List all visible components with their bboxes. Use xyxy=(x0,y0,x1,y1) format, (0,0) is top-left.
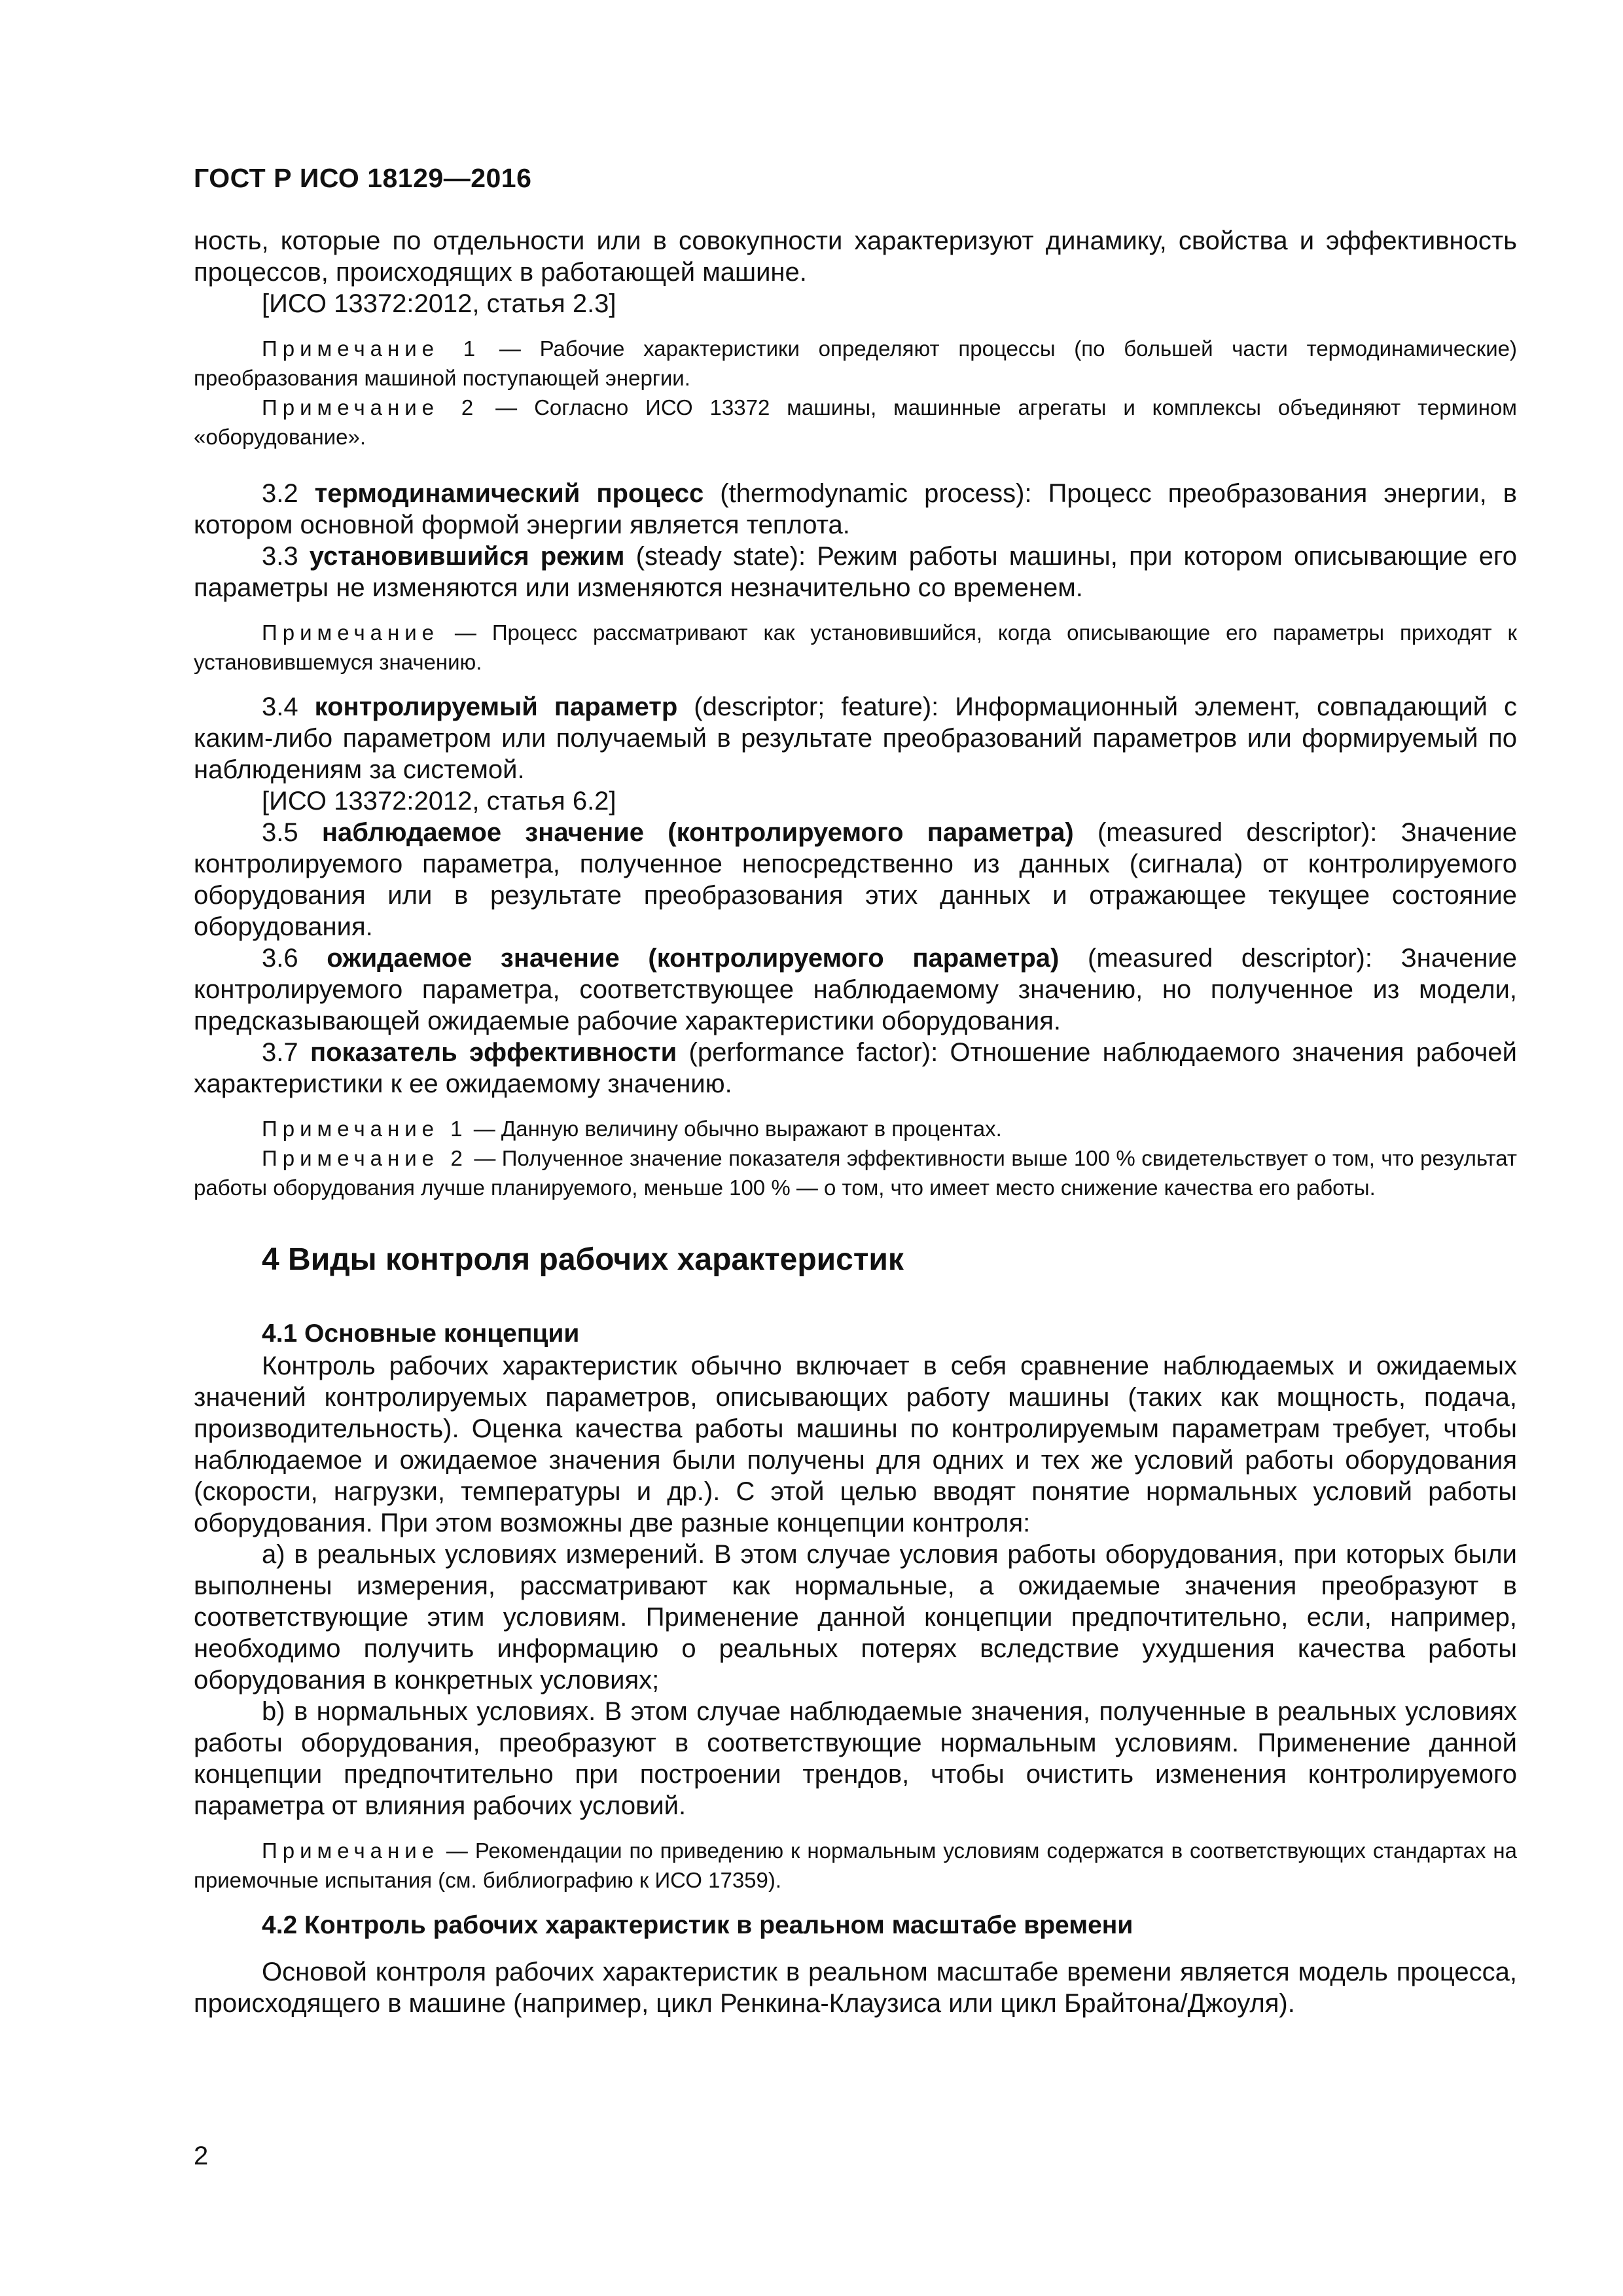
reference: [ИСО 13372:2012, статья 6.2] xyxy=(262,787,616,816)
term-text: (measured descriptor): Значение контролируемого параметра, соответствующее наблюдаемому значению, но полученное из модели, предсказывающей ожидаемые рабочие характеристики оборудования. xyxy=(194,944,1518,1035)
term-name: показатель эффективности xyxy=(310,1038,677,1067)
term-name: ожидаемое значение (контролируемого параметра) xyxy=(327,944,1060,973)
term-text: (thermodynamic process): Процесс преобразования энергии, в котором основной формой энергии является теплота. xyxy=(194,479,1518,539)
note-label: Примечание 2 xyxy=(262,1146,468,1170)
page-header: ГОСТ Р ИСО 18129—2016 xyxy=(194,163,532,193)
document-page xyxy=(194,0,1517,2296)
note-label: Примечание xyxy=(262,620,440,645)
paragraph: Контроль рабочих характеристик обычно включает в себя сравнение наблюдаемых и ожидаемых значений контролируемых параметров, описывающих работу машины (таких как мощность, подача, производительность). Оценка качества работы машины по контролируемым параметрам требует, чтобы наблюдаемое и ожидаемое значения были получены для одних и тех же условий работы оборудования (скорости, нагрузки, температуры и др.). С этой целью вводят понятие нормальных условий работы оборудования. При этом возможны две разные концепции контроля: xyxy=(194,1352,1517,1537)
term-number: 3.6 xyxy=(262,944,327,973)
term-number: 3.3 xyxy=(262,542,310,571)
term-text: (steady state): Режим работы машины, при котором описывающие его параметры не изменяются или изменяются незначительно со временем. xyxy=(194,542,1518,602)
term-number: 3.5 xyxy=(262,818,322,847)
note-label: Примечание 2 xyxy=(262,395,479,420)
term-name: контролируемый параметр xyxy=(314,692,678,721)
page-number: 2 xyxy=(194,2142,209,2170)
note-text: — Рабочие характеристики определяют процессы (по большей части термодинамические) преобразования машиной поступающей энергии. xyxy=(194,336,1517,390)
term-definition-3-3 xyxy=(194,541,1517,603)
note xyxy=(194,1143,1517,1202)
paragraph: Основой контроля рабочих характеристик в реальном масштабе времени является модель процесса, происходящего в машине (например, цикл Ренкина-Клаузиса или цикл Брайтона/Джоуля). xyxy=(194,1958,1517,2018)
reference: [ИСО 13372:2012, статья 2.3] xyxy=(262,289,616,318)
term-definition-3-4 xyxy=(194,691,1517,785)
term-definition-3-5 xyxy=(194,817,1517,942)
note-label: Примечание 1 xyxy=(262,336,481,361)
term-number: 3.2 xyxy=(262,479,315,508)
term-text: (descriptor; feature): Информационный элемент, совпадающий с каким-либо параметром или получаемый в результате преобразований параметров или формируемый по наблюдениям за системой. xyxy=(194,692,1518,784)
term-name: термодинамический процесс xyxy=(314,479,704,508)
note-label: Примечание xyxy=(262,1839,440,1863)
term-number: 3.4 xyxy=(262,692,315,721)
note-text: — Полученное значение показателя эффективности выше 100 % свидетельствует о том, что результат работы оборудования лучше планируемого, меньше 100 % — о том, что имеет место снижение качества его работы. xyxy=(194,1146,1517,1200)
note-text: — Данную величину обычно выражают в процентах. xyxy=(467,1117,1002,1141)
page-content xyxy=(194,225,1517,2019)
note-label: Примечание 1 xyxy=(262,1117,468,1141)
list-item: b) в нормальных условиях. В этом случае наблюдаемые значения, полученные в реальных условиях работы оборудования, преобразуют в соответствующие нормальным условиям. Применение данной концепции предпочтительно при построении трендов, чтобы очистить изменения контролируемого параметра от влияния рабочих условий. xyxy=(194,1697,1517,1820)
note xyxy=(194,618,1517,677)
subsection-heading: 4.1 Основные концепции xyxy=(262,1319,580,1348)
note-text: — Процесс рассматривают как установившийся, когда описывающие его параметры приходят к установившемуся значению. xyxy=(194,620,1517,674)
note xyxy=(194,334,1517,393)
note xyxy=(194,1114,1517,1143)
note-text: — Рекомендации по приведению к нормальным условиям содержатся в соответствующих стандартах на приемочные испытания (см. библиографию к ИСО 17359). xyxy=(194,1839,1517,1892)
note xyxy=(194,393,1517,452)
term-definition-3-6 xyxy=(194,942,1517,1037)
continuation-paragraph: ность, которые по отдельности или в совокупности характеризуют динамику, свойства и эффективность процессов, происходящих в работающей машине. xyxy=(194,226,1517,287)
term-text: (measured descriptor): Значение контролируемого параметра, полученное непосредственно из данных (сигнала) от контролируемого оборудования или в результате преобразования этих данных и отражающее текущее состояние оборудования. xyxy=(194,818,1517,941)
term-name: установившийся режим xyxy=(309,542,625,571)
note xyxy=(194,1836,1517,1895)
term-number: 3.7 xyxy=(262,1038,310,1067)
subsection-heading: 4.2 Контроль рабочих характеристик в реальном масштабе времени xyxy=(262,1911,1133,1939)
section-heading: 4 Виды контроля рабочих характеристик xyxy=(262,1242,904,1277)
term-text: (performance factor): Отношение наблюдаемого значения рабочей характеристики к ее ожидаемому значению. xyxy=(194,1038,1517,1098)
term-definition-3-2 xyxy=(194,478,1517,541)
term-name: наблюдаемое значение (контролируемого параметра) xyxy=(321,818,1074,847)
note-text: — Согласно ИСО 13372 машины, машинные агрегаты и комплексы объединяют термином «оборудование». xyxy=(194,395,1517,449)
term-definition-3-7 xyxy=(194,1037,1517,1100)
list-item: a) в реальных условиях измерений. В этом случае условия работы оборудования, при которых были выполнены измерения, рассматривают как нормальные, а ожидаемые значения преобразуют в соответствующие этим условиям. Применение данной концепции предпочтительно, если, например, необходимо получить информацию о реальных потерях вследствие ухудшения качества работы оборудования в конкретных условиях; xyxy=(194,1540,1517,1695)
